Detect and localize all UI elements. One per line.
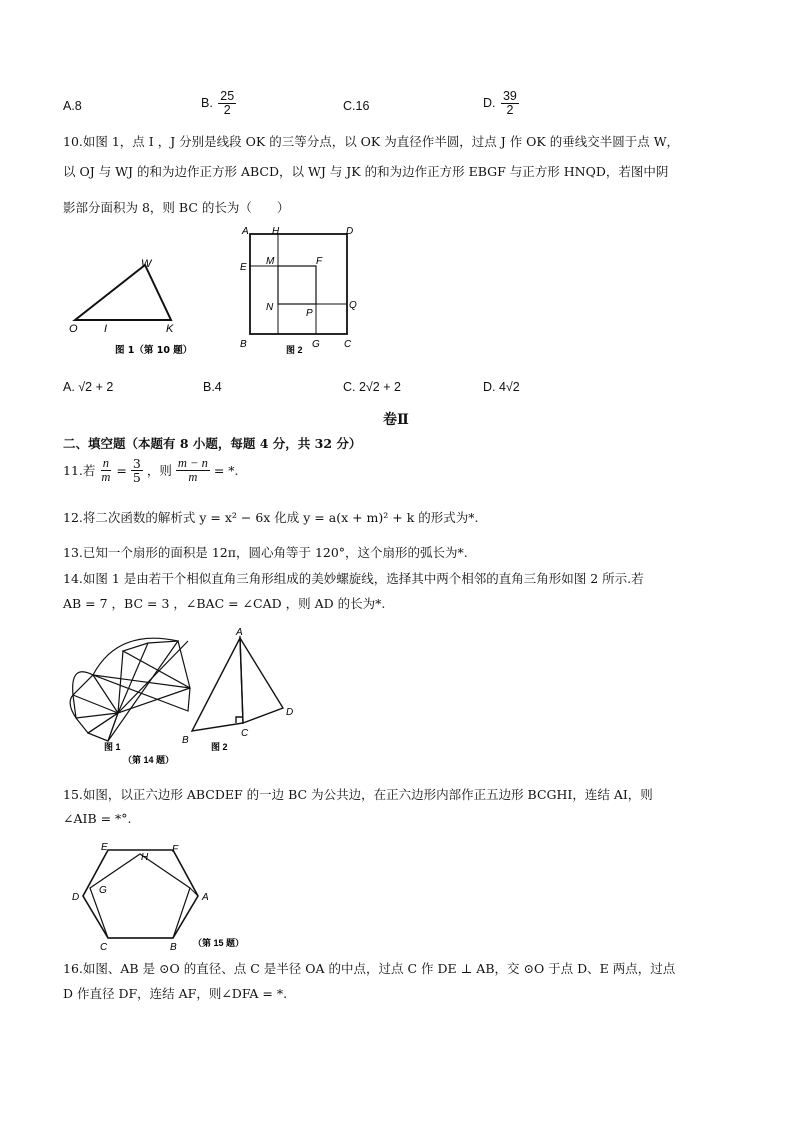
- q11-fraction-2: [131, 457, 143, 484]
- q14-label-c: C: [241, 728, 249, 739]
- q10-option-a: A. √2 + 2: [63, 380, 114, 394]
- section-2-title: 二、填空题（本题有 8 小题，每题 4 分，共 32 分）: [63, 436, 362, 451]
- q10-fig2-label-d: D: [346, 226, 354, 237]
- q10-fig2-label-p: P: [306, 308, 313, 319]
- q14-fig2-caption: 图 2: [211, 742, 228, 752]
- q10-fig2-label-q: Q: [349, 300, 357, 311]
- q11-fraction-1-numerator: n: [102, 456, 110, 470]
- q9-option-b-numerator: 25: [220, 89, 235, 103]
- q14-line-2: AB = 7 ，BC = 3 ，∠BAC = ∠CAD ，则 AD 的长为*.: [63, 596, 386, 611]
- q11-fraction-2-numerator: 3: [132, 456, 141, 471]
- q11-suffix: = *.: [213, 462, 239, 478]
- q10-fig1-label-i: I: [104, 323, 108, 335]
- q15-figure-note: （第 15 题）: [193, 938, 245, 948]
- q15-label-c: C: [100, 942, 108, 950]
- q16-line-1: 16.如图、AB 是 ⊙O 的直径、点 C 是半径 OA 的中点，过点 C 作 DE ⊥ AB，交 ⊙O 于点 D、E 两点，过点: [63, 961, 676, 976]
- q11-prefix: 11.若: [63, 462, 96, 478]
- q15-label-d: D: [72, 892, 80, 903]
- q11-fraction-2-denominator: 5: [132, 470, 141, 485]
- q9-option-c: C.16: [343, 99, 370, 113]
- q10-fig2-label-a: A: [242, 226, 249, 237]
- q14-figure-note: （第 14 题）: [123, 755, 175, 765]
- q10-option-d: D. 4√2: [483, 380, 520, 394]
- q10-fig1-label-w: W: [141, 258, 152, 270]
- q11-fraction-3: [176, 457, 210, 484]
- q11-fraction-3-numerator: m − n: [177, 456, 208, 470]
- q15-line-1: 15.如图，以正六边形 ABCDEF 的一边 BC 为公共边，在正六边形内部作正五边形 BCGHI，连结 AI，则: [63, 787, 653, 802]
- q10-line-3: 影部分面积为 8，则 BC 的长为（ ）: [63, 200, 290, 215]
- q14-line-1: 14.如图 1 是由若干个相似直角三角形组成的美妙螺旋线，选择其中两个相邻的直角三角形如图 2 所示.若: [63, 571, 644, 586]
- q14-right-triangles: [192, 638, 283, 731]
- q9-option-a: A.8: [63, 99, 82, 113]
- q10-fig2-caption: 图 2: [286, 345, 303, 355]
- q14-label-a: A: [236, 627, 243, 638]
- q10-fig2-label-b: B: [240, 339, 247, 350]
- q15-label-g: G: [99, 885, 107, 896]
- q15-pentagon: [90, 854, 190, 938]
- q15-label-b: B: [170, 942, 177, 950]
- q10-fig2-label-g: G: [312, 339, 320, 350]
- q10-figure-2: [236, 222, 366, 357]
- q9-option-d-denominator: 2: [506, 103, 514, 117]
- q15-label-e: E: [101, 842, 108, 853]
- q10-fig1-caption: 图 1（第 10 题）: [115, 345, 193, 356]
- q13: 13.已知一个扇形的面积是 12π，圆心角等于 120°，这个扇形的弧长为*.: [63, 545, 468, 560]
- q9-option-b-fraction: [218, 90, 236, 117]
- q10-line-2: 以 OJ 与 WJ 的和为边作正方形 ABCD，以 WJ 与 JK 的和为边作正方形 EBGF 与正方形 HNQD，若图中阴: [63, 164, 669, 179]
- q10-figure-1: [63, 255, 193, 365]
- q10-fig2-label-f: F: [316, 256, 323, 267]
- q9-option-d: [483, 90, 521, 117]
- q9-option-d-prefix: D.: [483, 95, 496, 110]
- q15-label-a: A: [202, 892, 209, 903]
- q11-equals: =: [116, 462, 127, 478]
- q9-option-b-denominator: 2: [223, 103, 231, 117]
- q10-fig2-shaded-square: [278, 266, 316, 304]
- q15-figure: [68, 838, 258, 950]
- volume-2-title: 卷Ⅱ: [383, 412, 409, 428]
- q11-fraction-1-denominator: m: [101, 470, 111, 484]
- q14-label-d: D: [286, 707, 294, 718]
- q15-label-f: F: [172, 844, 179, 855]
- q10-fig2-label-c: C: [344, 339, 352, 350]
- q16-line-2: D 作直径 DF，连结 AF，则∠DFA = *.: [63, 986, 288, 1001]
- q10-fig1-triangle: [75, 265, 171, 320]
- q15-label-h: H: [141, 852, 149, 863]
- q10-fig1-label-o: O: [69, 323, 78, 335]
- q9-option-b-prefix: B.: [201, 95, 213, 110]
- q10-fig2-label-h: H: [272, 226, 280, 237]
- q11: [63, 457, 239, 484]
- q10-fig2-label-e: E: [240, 262, 247, 273]
- q15-line-2: ∠AIB = *°.: [63, 811, 132, 826]
- q10-line-1: 10.如图 1，点 I ，J 分别是线段 OK 的三等分点，以 OK 为直径作半圆，过点 J 作 OK 的垂线交半圆于点 W，: [63, 134, 680, 149]
- q14-spiral: [70, 638, 190, 741]
- q14-fig1-caption: 图 1: [104, 742, 121, 752]
- q10-fig1-label-k: K: [166, 323, 174, 335]
- q10-option-b: B.4: [203, 380, 222, 394]
- q10-fig2-label-m: M: [266, 256, 275, 267]
- q9-option-b: [201, 90, 238, 117]
- q11-middle: ，则: [146, 462, 172, 478]
- q11-fraction-3-denominator: m: [188, 470, 198, 484]
- q12: 12.将二次函数的解析式 y = x² − 6x 化成 y = a(x + m)² + k 的形式为*.: [63, 510, 479, 525]
- q14-figures: [68, 623, 318, 768]
- q10-fig2-label-n: N: [266, 302, 274, 313]
- q9-option-d-numerator: 39: [502, 89, 517, 103]
- q11-fraction-1: [99, 457, 112, 484]
- q9-option-d-fraction: [501, 90, 519, 117]
- q14-label-b: B: [182, 735, 189, 746]
- q10-option-c: C. 2√2 + 2: [343, 380, 401, 394]
